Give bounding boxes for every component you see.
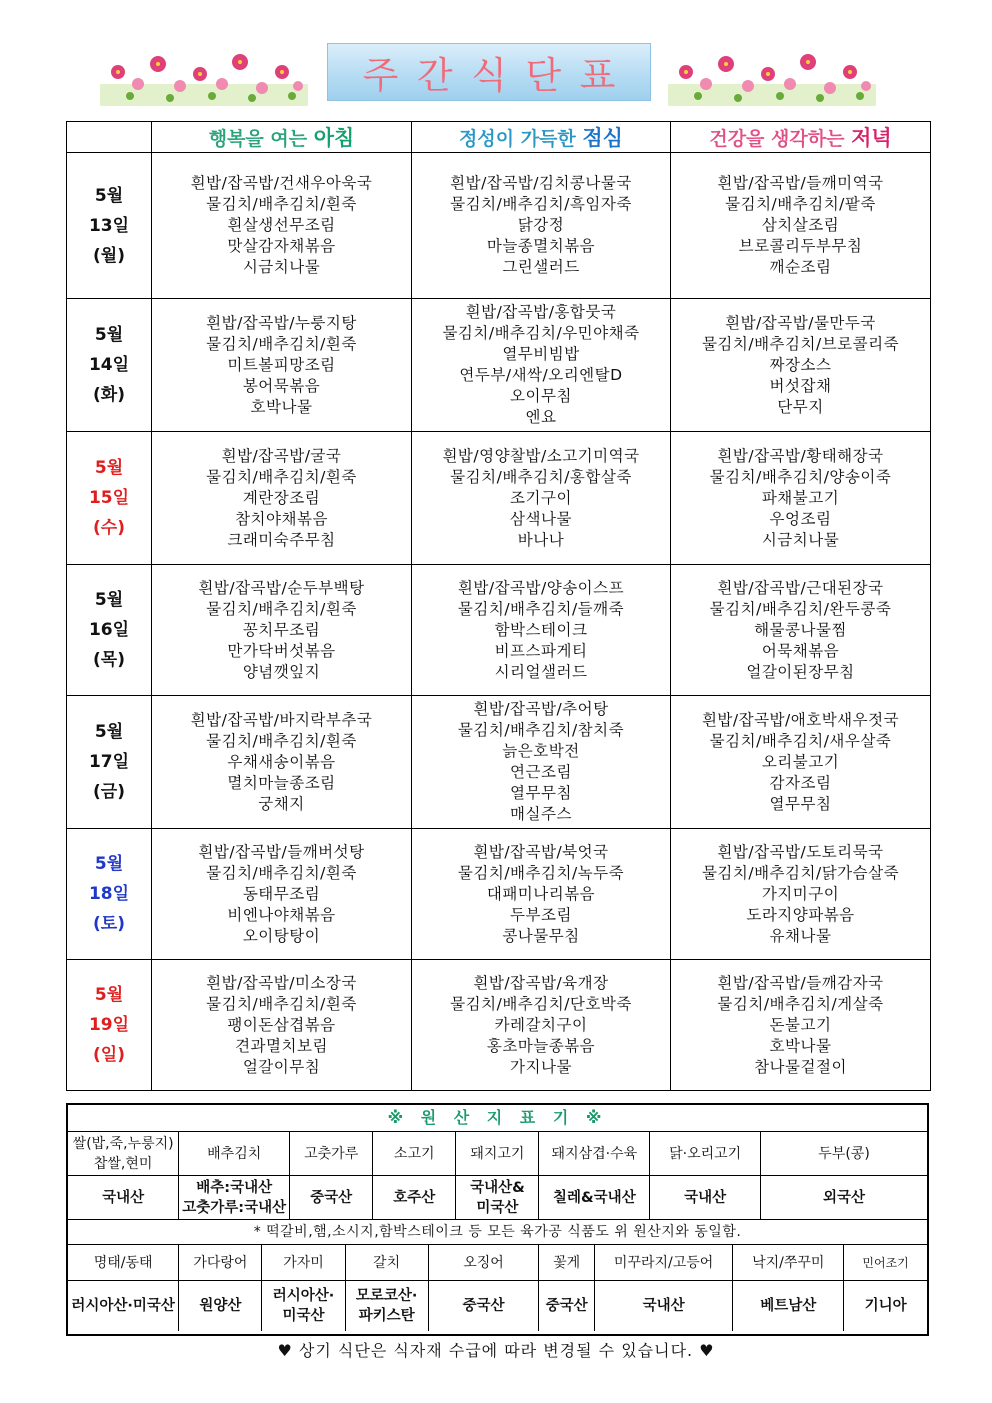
day-label [67,696,152,829]
origin-item: 돼지삼겹·수육 [539,1132,650,1176]
menu-item: 견과멸치보림 [235,1036,328,1055]
day-date: 13일 [88,215,130,236]
menu-item: 흰밥/잡곡밥/근대된장국 [717,578,884,597]
day-label [67,829,152,960]
lunch-menu [412,696,671,829]
menu-item: 물김치/배추김치/닭가슴살죽 [701,863,900,882]
origin-value: 원양산 [179,1281,262,1331]
breakfast-menu [152,299,412,432]
menu-item: 물김치/배추김치/들깨죽 [457,599,625,618]
day-date: 17일 [88,752,130,772]
menu-day-row [67,565,931,696]
menu-item: 삼치살조림 [761,216,840,234]
menu-item: 늙은호박전 [502,742,580,760]
breakfast-menu [152,153,412,299]
menu-item: 가지미구이 [761,884,840,903]
breakfast-menu [152,829,412,960]
menu-item: 물김치/배추김치/흰죽 [206,994,357,1013]
menu-item: 함박스테이크 [494,620,588,639]
menu-item: 우엉조림 [769,509,832,528]
menu-item: 물김치/배추김치/참치죽 [457,721,625,739]
menu-day-row [67,153,931,299]
origin-item: 명태/동태 [68,1245,179,1281]
menu-item: 호박나물 [250,397,313,416]
menu-day-row [67,829,931,960]
dinner-menu [671,299,931,432]
menu-item: 흰밥/잡곡밥/순두부백탕 [198,578,365,597]
menu-item: 연두부/새싹/오리엔탈D [459,366,623,384]
menu-item: 흰밥/영양찰밥/소고기미역국 [442,446,640,465]
origin-value: 국내산 [594,1281,733,1331]
day-month: 5월 [94,722,124,742]
header-breakfast [152,122,412,153]
menu-item: 물김치/배추김치/우민야채죽 [442,324,640,342]
menu-item: 흰밥/잡곡밥/추어탕 [473,700,609,718]
origin-item: 고춧가루 [290,1132,373,1176]
lunch-menu [412,153,671,299]
menu-header-row [67,122,931,153]
menu-item: 물김치/배추김치/흰죽 [206,731,357,750]
origin-item: 배추김치 [179,1132,290,1176]
menu-item: 참치야채볶음 [235,509,328,528]
menu-item: 열무비빔밥 [502,345,580,363]
day-month: 5월 [94,590,124,610]
menu-item: 물김치/배추김치/양송이죽 [709,467,892,486]
corner-cell [67,122,152,153]
menu-item: 물김치/배추김치/흰죽 [206,334,357,353]
menu-item: 열무무침 [769,794,832,813]
menu-item: 깨순조림 [769,258,832,276]
menu-item: 흰밥/잡곡밥/누룽지탕 [206,313,357,332]
origin-value: 중국산 [290,1176,373,1220]
menu-item: 물김치/배추김치/흰죽 [206,195,357,213]
breakfast-menu [152,565,412,696]
menu-item: 흰밥/잡곡밥/도토리묵국 [717,842,884,861]
menu-item: 카레갈치구이 [494,1015,588,1034]
menu-day-row [67,696,931,829]
menu-item: 계란장조림 [242,488,321,507]
menu-item: 오이탕탕이 [242,926,321,945]
menu-item: 오이무침 [510,387,572,405]
breakfast-menu [152,696,412,829]
menu-item: 흰밥/잡곡밥/홍합뭇국 [465,303,617,321]
dinner-menu [671,829,931,960]
menu-day-row [67,432,931,565]
menu-item: 시금치나물 [761,530,840,549]
menu-item: 그린샐러드 [502,258,580,276]
menu-item: 양념깻잎지 [242,662,321,681]
day-label [67,153,152,299]
menu-item: 맛살감자채볶음 [227,237,336,255]
menu-day-row [67,299,931,432]
menu-item: 콩나물무침 [502,926,580,945]
day-weekday: (월) [93,245,125,266]
origin-item: 돼지고기 [456,1132,539,1176]
origin-value: 칠레&국내산 [539,1176,650,1220]
lunch-menu [412,432,671,565]
menu-item: 흰밥/잡곡밥/양송이스프 [457,578,625,597]
breakfast-menu [152,960,412,1091]
origin-item: 꽃게 [539,1245,594,1281]
origin-item: 오징어 [428,1245,539,1281]
menu-item: 파채불고기 [761,488,840,507]
origin-value: 러시아산·미국산 [68,1281,179,1331]
lunch-menu [412,829,671,960]
menu-item: 흰밥/잡곡밥/굴국 [221,446,342,465]
menu-item: 흰밥/잡곡밥/들깨감자국 [717,973,884,992]
menu-item: 브로콜리두부무침 [738,237,863,255]
day-weekday: (화) [93,385,125,405]
menu-item: 만가닥버섯볶음 [227,641,336,660]
origin-value: 기니아 [844,1281,927,1331]
lunch-menu [412,960,671,1091]
menu-item: 물김치/배추김치/홍합살죽 [450,467,632,486]
menu-item: 흰밥/잡곡밥/물만두국 [725,313,876,332]
origin-title: ※ 원 산 지 표 기 ※ [68,1105,927,1132]
header-dinner-meal: 저녁 [851,126,892,150]
menu-item: 시리얼샐러드 [494,662,588,681]
day-weekday: (일) [93,1045,125,1065]
menu-item: 버섯잡채 [769,376,832,395]
day-date: 15일 [88,488,130,508]
menu-item: 오리불고기 [761,752,840,771]
header-dinner [671,122,931,153]
menu-item: 유채나물 [769,926,832,945]
menu-item: 흰밥/잡곡밥/애호박새우젓국 [701,710,900,729]
menu-item: 팽이돈삼겹볶음 [227,1015,336,1034]
origin-value: 배추:국내산 고춧가루:국내산 [179,1176,290,1220]
menu-item: 흰밥/잡곡밥/김치콩나물국 [450,174,632,192]
origin-item: 낙지/쭈꾸미 [733,1245,844,1281]
day-month: 5월 [94,458,124,478]
day-month: 5월 [94,985,124,1005]
menu-item: 두부조림 [510,905,572,924]
menu-item: 흰밥/잡곡밥/바지락부추국 [190,710,373,729]
origin-value: 국내산& 미국산 [456,1176,539,1220]
menu-item: 물김치/배추김치/녹두죽 [457,863,625,882]
menu-item: 흰밥/잡곡밥/황태해장국 [717,446,884,465]
origin-value: 러시아산· 미국산 [262,1281,345,1331]
menu-item: 해물콩나물찜 [754,620,847,639]
menu-item: 흰밥/잡곡밥/미소장국 [206,973,357,992]
menu-item: 비프스파게티 [494,641,588,660]
menu-item: 멸치마늘종조림 [227,773,336,792]
menu-item: 마늘종멸치볶음 [486,237,596,255]
header-dinner-prefix: 건강을 생각하는 [709,128,852,150]
menu-item: 돈불고기 [769,1015,832,1034]
day-label [67,565,152,696]
menu-item: 우채새송이볶음 [227,752,336,771]
header-lunch [412,122,671,153]
footer-notice: ♥ 상기 식단은 식자재 수급에 따라 변경될 수 있습니다. ♥ [277,1341,715,1360]
menu-item: 매실주스 [510,805,572,823]
origin-value: 호주산 [373,1176,456,1220]
origin-value: 중국산 [428,1281,539,1331]
day-label [67,299,152,432]
day-date: 16일 [88,620,130,640]
menu-item: 물김치/배추김치/게살죽 [717,994,884,1013]
menu-item: 감자조림 [769,773,832,792]
menu-item: 흰밥/잡곡밥/육개장 [473,973,609,992]
menu-item: 바나나 [517,530,565,549]
menu-item: 꽁치무조림 [242,620,321,639]
menu-item: 호박나물 [769,1036,832,1055]
menu-item: 물김치/배추김치/새우살죽 [709,731,892,750]
flower-border-left [100,50,308,106]
menu-item: 물김치/배추김치/완두콩죽 [709,599,892,618]
header-lunch-meal: 점심 [582,126,623,150]
menu-item: 단무지 [777,397,824,416]
origin-item: 두부(콩) [761,1132,927,1176]
origin-item: 가자미 [262,1245,345,1281]
origin-item: 민어조기 [844,1245,927,1281]
menu-item: 닭강정 [517,216,565,234]
day-date: 19일 [88,1015,130,1035]
day-date: 14일 [88,355,130,375]
day-date: 18일 [88,884,130,904]
menu-item: 동태무조림 [242,884,321,903]
menu-item: 연근조림 [510,763,572,781]
menu-item: 물김치/배추김치/팥죽 [725,195,876,213]
day-month: 5월 [94,325,124,345]
menu-item: 물김치/배추김치/흰죽 [206,863,357,882]
dinner-menu [671,960,931,1091]
breakfast-menu [152,432,412,565]
menu-item: 얼갈이무침 [242,1057,321,1076]
menu-item: 미트볼피망조림 [227,355,336,374]
menu-item: 흰밥/잡곡밥/들깨버섯탕 [198,842,365,861]
menu-item: 조기구이 [510,488,572,507]
origin-item: 미꾸라지/고등어 [594,1245,733,1281]
menu-item: 열무무침 [510,784,572,802]
menu-item: 궁채지 [258,794,305,813]
title-text: 주간식단표 [362,54,634,97]
origin-value: 외국산 [761,1176,927,1220]
menu-item: 물김치/배추김치/흰죽 [206,467,357,486]
flower-border-right [668,50,876,106]
lunch-menu [412,565,671,696]
dinner-menu [671,696,931,829]
menu-item: 어묵채볶음 [761,641,840,660]
menu-item: 얼갈이된장무침 [746,662,855,681]
menu-item: 흰밥/잡곡밥/북엇국 [473,842,609,861]
menu-day-row [67,960,931,1091]
day-month: 5월 [94,185,124,206]
header-breakfast-meal: 아침 [313,126,355,150]
menu-item: 짜장소스 [769,355,832,374]
menu-item: 삼색나물 [510,509,572,528]
origin-item: 갈치 [345,1245,428,1281]
origin-value: 국내산 [650,1176,761,1220]
dinner-menu [671,565,931,696]
menu-item: 물김치/배추김치/흑임자죽 [450,195,632,213]
dinner-menu [671,153,931,299]
origin-item: 가다랑어 [179,1245,262,1281]
menu-item: 비엔나야채볶음 [227,905,336,924]
menu-item: 봉어묵볶음 [242,376,321,395]
menu-item: 흰밥/잡곡밥/건새우아욱국 [190,174,373,192]
page-title [327,43,651,101]
origin-item: 쌀(밥,죽,누룽지) 찹쌀,현미 [68,1132,179,1176]
menu-item: 도라지양파볶음 [746,905,855,924]
origin-label-table [66,1103,929,1336]
day-weekday: (토) [93,914,125,934]
menu-item: 물김치/배추김치/브로콜리죽 [701,334,900,353]
origin-value: 중국산 [539,1281,594,1331]
origin-value: 모로코산· 파키스탄 [345,1281,428,1331]
day-weekday: (금) [93,782,125,802]
header-breakfast-prefix: 행복을 여는 [208,128,314,150]
lunch-menu [412,299,671,432]
menu-item: 물김치/배추김치/흰죽 [206,599,357,618]
menu-item: 대패미나리볶음 [486,884,596,903]
origin-item: 닭·오리고기 [650,1132,761,1176]
day-label [67,960,152,1091]
menu-item: 가지나물 [510,1057,572,1076]
day-month: 5월 [94,854,124,874]
menu-item: 물김치/배추김치/단호박죽 [450,994,632,1013]
weekly-menu-table [66,121,931,1091]
origin-note: * 떡갈비,햄,소시지,함박스테이크 등 모든 육가공 식품도 위 원산지와 동일함. [68,1220,927,1245]
menu-item: 크래미숙주무침 [227,530,336,549]
dinner-menu [671,432,931,565]
header-lunch-prefix: 정성이 가득한 [459,128,583,150]
menu-item: 엔요 [525,408,557,426]
menu-item: 흰밥/잡곡밥/들깨미역국 [717,174,884,192]
menu-item: 참나물겉절이 [754,1057,847,1076]
day-label [67,432,152,565]
day-weekday: (목) [93,650,125,670]
origin-item: 소고기 [373,1132,456,1176]
origin-value: 국내산 [68,1176,179,1220]
menu-item: 흰살생선무조림 [227,216,336,234]
menu-item: 홍초마늘종볶음 [486,1036,596,1055]
origin-value: 베트남산 [733,1281,844,1331]
menu-item: 시금치나물 [242,258,321,276]
day-weekday: (수) [93,518,125,538]
